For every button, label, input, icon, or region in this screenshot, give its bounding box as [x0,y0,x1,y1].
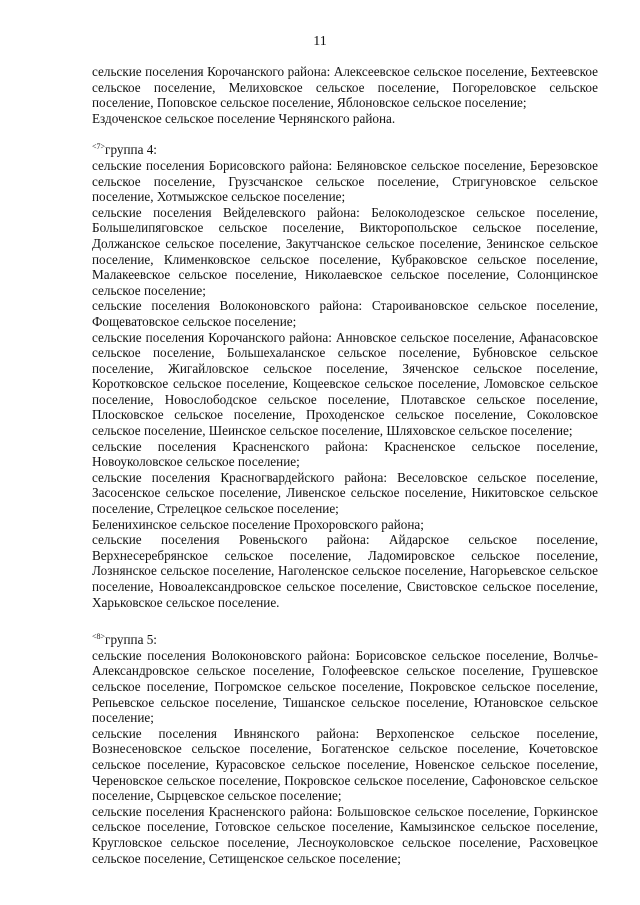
group-4-paragraph-veidelevka: сельские поселения Вейделевского района: Белоколодезское сельское поселение, Большелипяговское сельское поселение, Викторопольское сельское поселение, Должанское сельское поселение, Закутчанское сельское поселение, Зенинское сельское поселение, Клименковское сельское поселение, Кубраковское сельское поселение, Малакеевское сельское поселение, Николаевское сельское поселение, Солонцинское сельское поселение; [92,204,598,298]
paragraph-korocha-1: сельские поселения Корочанского района: Алексеевское сельское поселение, Бехтеевское сельское поселение, Мелиховское сельское поселение, Погореловское сельское поселение, Поповское сельское поселение, Яблоновское сельское поселение; [92,64,598,111]
group-4-paragraph-volokonovka: сельские поселения Волоконовского района: Староивановское сельское поселение, Фощеватовское сельское поселение; [92,298,598,329]
group-5-footnote-mark: <8> [92,632,106,642]
group-4-paragraph-korocha: сельские поселения Корочанского района: Анновское сельское поселение, Афанасовское сельское поселение, Большехаланское сельское поселение, Бубновское сельское поселение, Жигайловское сельское поселение, Зяченское сельское поселение, Коротковское сельское поселение, Кощеевское сельское поселение, Ломовское сельское поселение, Новослободское сельское поселение, Плотавское сельское поселение, Плосковское сельское поселение, Проходенское сельское поселение, Соколовское сельское поселение, Шеинское сельское поселение, Шляховское сельское поселение; [92,329,598,439]
group-4-paragraph-krasnoe: сельские поселения Красненского района: Красненское сельское поселение, Новоуколовское сельское поселение; [92,438,598,470]
group-4-paragraph-prokhorovka: Беленихинское сельское поселение Прохоровского района; [92,516,424,532]
page-number: 11 [313,34,327,49]
group-4-footnote-mark: <7> [92,142,106,152]
group-5-title: группа 5: [105,632,157,648]
group-4-title: группа 4: [105,142,157,158]
group-5-paragraph-ivnya: сельские поселения Ивнянского района: Верхопенское сельское поселение, Вознесеновское сельское поселение, Богатенское сельское поселение, Кочетовское сельское поселение, Курасовское сельское поселение, Новенское сельское поселение, Череновское сельское поселение, Покровское сельское поселение, Сафоновское сельское поселение, Сырцевское сельское поселение; [92,725,598,804]
group-4-paragraph-krasnogvardeyskoe: сельские поселения Красногвардейского района: Веселовское сельское поселение, Засосенское сельское поселение, Ливенское сельское поселение, Никитовское сельское поселение, Стрелецкое сельское поселение; [92,469,598,517]
group-5-paragraph-krasnoe: сельские поселения Красненского района: Большовское сельское поселение, Горкинское сельское поселение, Готовское сельское поселение, Камызинское сельское поселение, Кругловское сельское поселение, Лесноуколовское сельское поселение, Расховецкое сельское поселение, Сетищенское сельское поселение; [92,803,598,866]
paragraph-ezdochnoe: Ездоченское сельское поселение Чернянского района. [92,110,396,126]
document-body [92,64,598,866]
group-4-heading [92,142,598,158]
group-4-paragraph-rovenki: сельские поселения Ровеньского района: Айдарское сельское поселение, Верхнесеребрянское сельское поселение, Ладомировское сельское поселение, Лознянское сельское поселение, Наголенское сельское поселение, Нагорьевское сельское поселение, Новоалександровское сельское поселение, Свистовское сельское поселение, Харьковское сельское поселение. [92,532,598,610]
group-4-paragraph-borisovka: сельские поселения Борисовского района: Беляновское сельское поселение, Березовское сельское поселение, Грузсчанское сельское поселение, Стригуновское сельское поселение, Хотмыжское сельское поселение; [92,157,598,205]
group-5-heading [92,632,598,648]
group-5-paragraph-volokonovka: сельские поселения Волоконовского района: Борисовское сельское поселение, Волчье-Александровское сельское поселение, Голофеевское сельское поселение, Грушевское сельское поселение, Погромское сельское поселение, Покровское сельское поселение, Репьевское сельское поселение, Тишанское сельское поселение, Ютановское сельское поселение; [92,647,598,726]
